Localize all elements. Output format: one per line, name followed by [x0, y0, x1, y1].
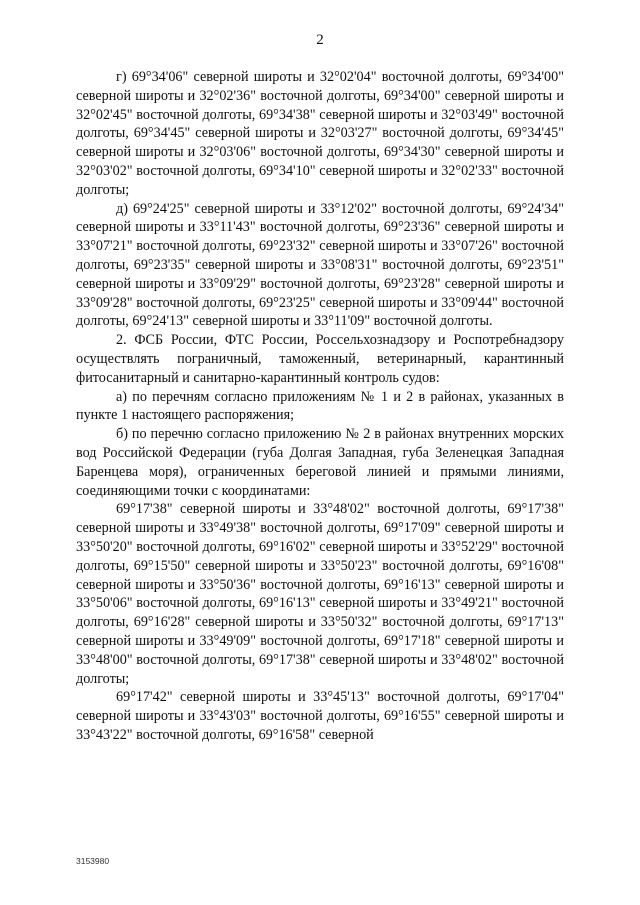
page-number: 2: [316, 32, 324, 48]
paragraph-a: а) по перечням согласно приложениям № 1 и 2 в районах, указанных в пункте 1 настоящего распоряжения;: [76, 388, 564, 424]
document-id: 3153980: [76, 856, 110, 866]
paragraph-g-coordinates: г) 69°34'06" северной широты и 32°02'04" восточной долготы, 69°34'00" северной широты и 32°02'36" восточной долготы, 69°34'00" северной широты и 32°02'45" восточной долготы, 69°34'38" северной широты и 32°03'49" восточной долготы, 69°34'45" северной широты и 32°03'27" восточной долготы, 69°34'45" северной широты и 32°03'06" восточной долготы, 69°34'30" северной широты и 32°03'02" восточной долготы, 69°34'10" северной широты и 32°02'33" восточной долготы;: [76, 69, 564, 198]
document-body: [76, 68, 564, 745]
paragraph-b: б) по перечню согласно приложению № 2 в районах внутренних морских вод Российской Федерации (губа Долгая Западная, губа Зеленецкая Западная Баренцева моря), ограниченных береговой линией и прямыми линиями, соединяющими точки с координатами:: [76, 426, 564, 499]
paragraph-d-coordinates: д) 69°24'25" северной широты и 33°12'02" восточной долготы, 69°24'34" северной широты и 33°11'43" восточной долготы, 69°23'36" северной широты и 33°07'21" восточной долготы, 69°23'32" северной широты и 33°07'26" восточной долготы, 69°23'35" северной широты и 33°08'31" восточной долготы, 69°23'51" северной широты и 33°09'29" восточной долготы, 69°23'28" северной широты и 33°09'28" восточной долготы, 69°23'25" северной широты и 33°09'44" восточной долготы, 69°24'13" северной широты и 33°11'09" восточной долготы.: [76, 200, 564, 330]
paragraph-item-2: 2. ФСБ России, ФТС России, Россельхознадзору и Роспотребнадзору осуществлять пограничный, таможенный, ветеринарный, карантинный фитосанитарный и санитарно-карантинный контроль судов:: [76, 332, 564, 386]
paragraph-coordinates-2: 69°17'42" северной широты и 33°45'13" восточной долготы, 69°17'04" северной широты и 33°43'03" восточной долготы, 69°16'55" северной широты и 33°43'22" восточной долготы, 69°16'58" северной: [76, 689, 564, 743]
paragraph-coordinates-1: 69°17'38" северной широты и 33°48'02" восточной долготы, 69°17'38" северной широты и 33°49'38" восточной долготы, 69°17'09" северной широты и 33°50'20" восточной долготы, 69°16'02" северной широты и 33°52'29" восточной долготы, 69°15'50" северной широты и 33°50'23" восточной долготы, 69°16'08" северной широты и 33°50'36" восточной долготы, 69°16'13" северной широты и 33°50'06" восточной долготы, 69°16'13" северной широты и 33°49'21" восточной долготы, 69°16'28" северной широты и 33°50'32" восточной долготы, 69°17'13" северной широты и 33°49'09" восточной долготы, 69°17'18" северной широты и 33°48'00" восточной долготы, 69°17'38" северной широты и 33°48'02" восточной долготы;: [76, 501, 564, 687]
